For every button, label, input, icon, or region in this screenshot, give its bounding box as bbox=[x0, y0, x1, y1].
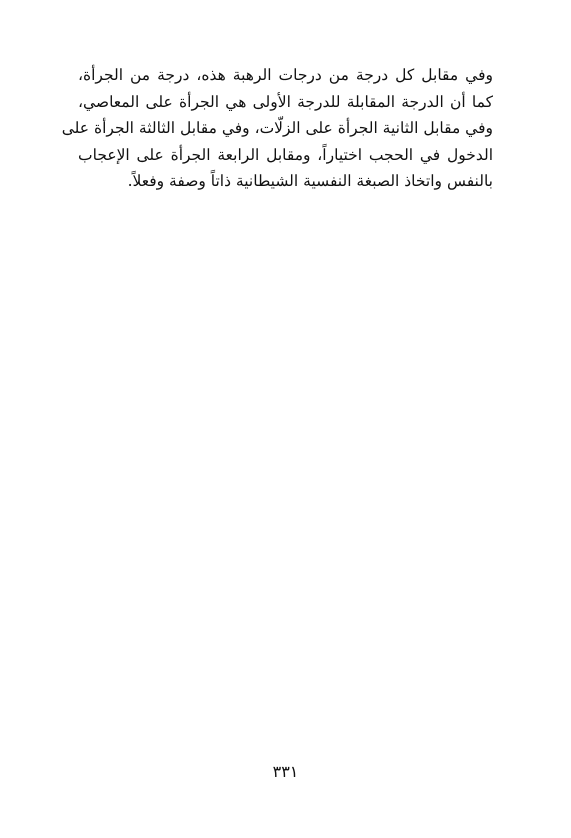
paragraph-line: بالنفس واتخاذ الصبغة النفسية الشيطانية ذاتاً وصفة وفعلاً. bbox=[127, 172, 493, 190]
body-paragraph bbox=[61, 62, 493, 195]
page-number: ٣٣١ bbox=[272, 762, 299, 781]
paragraph-line: وفي مقابل الثانية الجرأة على الزلّات، وفي مقابل الثالثة الجرأة على bbox=[61, 119, 493, 137]
paragraph-line: وفي مقابل كل درجة من درجات الرهبة هذه، درجة من الجرأة، bbox=[78, 66, 493, 84]
paragraph-line: الدخول في الحجب اختياراً، ومقابل الرابعة الجرأة على الإعجاب bbox=[78, 145, 493, 164]
paragraph-line: كما أن الدرجة المقابلة للدرجة الأولى هي الجرأة على المعاصي، bbox=[78, 92, 493, 111]
